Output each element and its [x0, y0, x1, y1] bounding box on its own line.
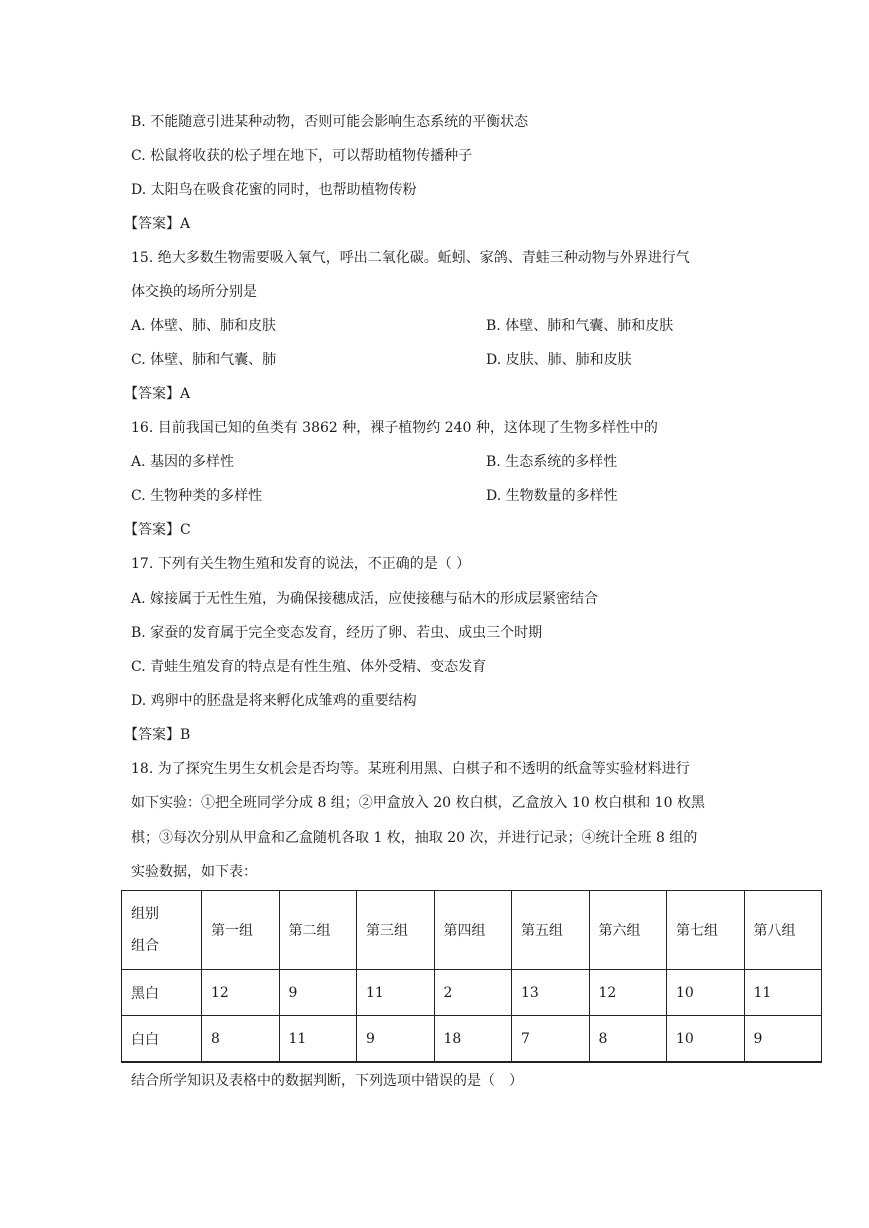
q17-option-c: C. 青蛙生殖发育的特点是有性生殖、体外受精、变态发育 — [131, 659, 487, 675]
table-cell: 7 — [512, 1016, 590, 1063]
table-cell: 12 — [202, 970, 280, 1016]
q18-after-table: 结合所学知识及表格中的数据判断，下列选项中错误的是（ ） — [131, 1073, 523, 1089]
table-header-cell: 第八组 — [744, 891, 822, 970]
q15-option-c: C. 体壁、肺和气囊、肺 — [131, 352, 277, 368]
table-header-cell: 第四组 — [434, 891, 512, 970]
experiment-table — [121, 890, 822, 1063]
table-cell: 10 — [667, 970, 745, 1016]
q16-option-d: D. 生物数量的多样性 — [486, 488, 618, 504]
table-header-cell: 第七组 — [667, 891, 745, 970]
q16-option-c: C. 生物种类的多样性 — [131, 488, 263, 504]
table-cell: 18 — [434, 1016, 512, 1063]
table-header-cell: 第二组 — [279, 891, 357, 970]
table-row — [122, 1016, 822, 1063]
q17-option-b: B. 家蚕的发育属于完全变态发育，经历了卵、若虫、成虫三个时期 — [131, 625, 543, 641]
table-cell: 13 — [512, 970, 590, 1016]
q17-stem: 17. 下列有关生物生殖和发育的说法，不正确的是（ ） — [131, 556, 471, 572]
q14-option-d: D. 太阳鸟在吸食花蜜的同时，也帮助植物传粉 — [131, 182, 417, 198]
table-corner-cell — [122, 891, 202, 970]
table-cell: 10 — [667, 1016, 745, 1063]
table-cell: 9 — [744, 1016, 822, 1063]
q16-option-b: B. 生态系统的多样性 — [486, 454, 618, 470]
table-cell: 11 — [357, 970, 435, 1016]
table-header-cell: 第三组 — [357, 891, 435, 970]
table-row-label: 黑白 — [122, 970, 202, 1016]
table-header-cell: 第五组 — [512, 891, 590, 970]
q15-option-b: B. 体壁、肺和气囊、肺和皮肤 — [486, 318, 674, 334]
table-cell: 12 — [589, 970, 667, 1016]
q14-answer: 【答案】A — [124, 216, 191, 232]
corner-label-group: 组别 — [131, 906, 159, 922]
table-header-cell: 第一组 — [202, 891, 280, 970]
table-cell: 9 — [357, 1016, 435, 1063]
q17-option-d: D. 鸡卵中的胚盘是将来孵化成雏鸡的重要结构 — [131, 693, 417, 709]
table-cell: 11 — [744, 970, 822, 1016]
table-row-label: 白白 — [122, 1016, 202, 1063]
table-header-row — [122, 891, 822, 970]
table-cell: 11 — [279, 1016, 357, 1063]
q15-stem-line2: 体交换的场所分别是 — [131, 284, 257, 300]
q14-option-b: B. 不能随意引进某种动物，否则可能会影响生态系统的平衡状态 — [131, 114, 529, 130]
table-header-cell: 第六组 — [589, 891, 667, 970]
table-row — [122, 970, 822, 1016]
q17-answer: 【答案】B — [124, 727, 191, 743]
q18-stem-line4: 实验数据，如下表： — [131, 864, 257, 880]
q15-option-a: A. 体壁、肺、肺和皮肤 — [131, 318, 277, 334]
q15-answer: 【答案】A — [124, 386, 191, 402]
q16-option-a: A. 基因的多样性 — [131, 454, 235, 470]
corner-label-combo: 组合 — [131, 938, 159, 954]
q14-option-c: C. 松鼠将收获的松子埋在地下，可以帮助植物传播种子 — [131, 148, 473, 164]
q16-answer: 【答案】C — [124, 522, 191, 538]
q15-option-d: D. 皮肤、肺、肺和皮肤 — [486, 352, 632, 368]
table-cell: 8 — [202, 1016, 280, 1063]
table-cell: 2 — [434, 970, 512, 1016]
q18-stem-line2: 如下实验：①把全班同学分成 8 组；②甲盒放入 20 枚白棋，乙盒放入 10 枚白棋和 10 枚黑 — [131, 795, 705, 811]
q16-stem: 16. 目前我国已知的鱼类有 3862 种，裸子植物约 240 种，这体现了生物多样性中的 — [131, 420, 658, 436]
table-cell: 8 — [589, 1016, 667, 1063]
q15-stem-line1: 15. 绝大多数生物需要吸入氧气，呼出二氧化碳。蚯蚓、家鸽、青蛙三种动物与外界进行气 — [131, 250, 690, 266]
table-cell: 9 — [279, 970, 357, 1016]
q18-stem-line1: 18. 为了探究生男生女机会是否均等。某班利用黑、白棋子和不透明的纸盒等实验材料进行 — [131, 761, 690, 777]
q18-stem-line3: 棋；③每次分别从甲盒和乙盒随机各取 1 枚，抽取 20 次，并进行记录；④统计全班 8 组的 — [131, 830, 698, 846]
q17-option-a: A. 嫁接属于无性生殖，为确保接穗成活，应使接穗与砧木的形成层紧密结合 — [131, 591, 599, 607]
